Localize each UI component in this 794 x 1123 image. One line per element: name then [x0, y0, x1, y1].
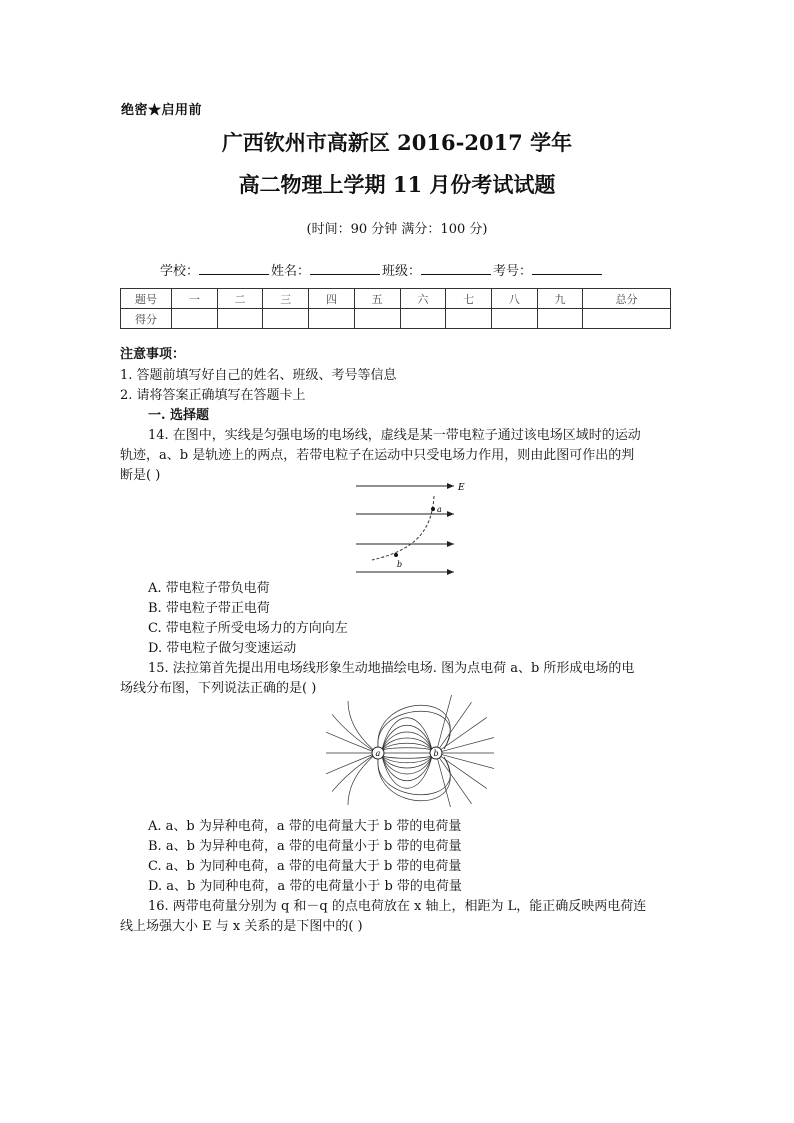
q14-text-line1: 14. 在图中，实线是匀强电场的电场线，虚线是某一带电粒子通过该电场区域时的运动 — [148, 428, 641, 443]
field-lines-group — [326, 695, 494, 807]
field-line — [382, 756, 432, 763]
q15-text-line1: 15. 法拉第首先提出用电场线形象生动地描绘电场. 图为点电荷 a、b 所形成电场的电 — [148, 661, 635, 676]
q16-text-line2: 线上场强大小 E 与 x 关系的是下图中的( ) — [120, 919, 363, 934]
score-col: 八 — [491, 289, 537, 309]
q14-text-line3: 断是( ) — [120, 468, 161, 483]
label-b: b — [433, 749, 439, 758]
q15-option-d[interactable]: D. a、b 为同种电荷，a 带的电荷量小于 b 带的电荷量 — [148, 879, 462, 894]
q14-figure — [350, 478, 470, 578]
score-col: 五 — [354, 289, 400, 309]
score-cell[interactable] — [217, 309, 263, 329]
note-item: 2. 请将答案正确填写在答题卡上 — [120, 388, 306, 403]
q14-option-a[interactable]: A. 带电粒子带负电荷 — [148, 581, 270, 596]
exam-no-label: 考号： — [493, 264, 533, 279]
field-line — [326, 731, 373, 752]
school-blank[interactable] — [199, 262, 269, 275]
particle-trajectory — [372, 496, 434, 560]
score-row-label: 得分 — [121, 309, 172, 329]
q14-text-line2: 轨迹，a、b 是轨迹上的两点，若带电粒子在运动中只受电场力作用，则由此图可作出的判 — [120, 448, 635, 463]
name-blank[interactable] — [310, 262, 380, 275]
exam-time-info: (时间：90 分钟 满分：100 分) — [306, 222, 488, 237]
confidential-mark: 绝密★启用前 — [121, 103, 203, 118]
q15-figure — [326, 695, 494, 807]
exam-title-line2: 高二物理上学期 11 月份考试试题 — [238, 172, 556, 197]
point-b — [394, 553, 398, 557]
student-info-line — [160, 260, 604, 279]
note-item: 1. 答题前填写好自己的姓名、班级、考号等信息 — [120, 368, 397, 383]
name-label: 姓名： — [271, 264, 311, 279]
section-title: 一. 选择题 — [148, 408, 210, 423]
score-table-label: 题号 — [121, 289, 172, 309]
field-line — [382, 756, 432, 758]
field-line — [382, 725, 432, 750]
q14-option-d[interactable]: D. 带电粒子做匀变速运动 — [148, 641, 297, 656]
field-line — [382, 748, 432, 750]
school-label: 学校： — [160, 264, 200, 279]
field-line — [439, 757, 472, 804]
score-cell[interactable] — [309, 309, 355, 329]
score-col: 四 — [309, 289, 355, 309]
field-line — [348, 701, 373, 749]
class-label: 班级： — [382, 264, 422, 279]
point-a — [431, 507, 435, 511]
score-col: 七 — [446, 289, 492, 309]
q16-text-line1: 16. 两带电荷量分别为 q 和－q 的点电荷放在 x 轴上，相距为 L，能正确反映两电荷连 — [148, 899, 647, 914]
field-line — [332, 756, 373, 792]
score-col: 九 — [537, 289, 583, 309]
field-line — [382, 738, 432, 750]
field-line — [439, 702, 472, 749]
field-line — [348, 756, 373, 804]
score-table-header-row — [121, 289, 671, 309]
score-table — [120, 288, 671, 329]
score-cell[interactable] — [400, 309, 446, 329]
score-cell[interactable] — [172, 309, 218, 329]
exam-no-blank[interactable] — [532, 262, 602, 275]
label-a: a — [437, 505, 442, 514]
score-col: 六 — [400, 289, 446, 309]
notes-title: 注意事项： — [120, 347, 186, 362]
score-col: 三 — [263, 289, 309, 309]
q15-option-b[interactable]: B. a、b 为异种电荷，a 带的电荷量小于 b 带的电荷量 — [148, 839, 462, 854]
score-col: 二 — [217, 289, 263, 309]
field-line — [382, 756, 432, 768]
exam-title-line1: 广西钦州市高新区 2016-2017 学年 — [221, 130, 573, 155]
class-blank[interactable] — [421, 262, 491, 275]
score-cell[interactable] — [583, 309, 671, 329]
q15-option-a[interactable]: A. a、b 为异种电荷，a 带的电荷量大于 b 带的电荷量 — [148, 819, 462, 834]
q15-text-line2: 场线分布图，下列说法正确的是( ) — [120, 681, 317, 696]
field-line — [382, 756, 432, 788]
q14-option-c[interactable]: C. 带电粒子所受电场力的方向向左 — [148, 621, 348, 636]
label-a: a — [375, 749, 381, 758]
score-cell[interactable] — [491, 309, 537, 329]
field-line — [382, 756, 432, 781]
score-table-score-row — [121, 309, 671, 329]
q15-option-c[interactable]: C. a、b 为同种电荷，a 带的电荷量大于 b 带的电荷量 — [148, 859, 462, 874]
field-line — [332, 714, 373, 750]
field-line — [382, 743, 432, 750]
field-line — [440, 756, 487, 789]
field-line — [382, 718, 432, 750]
score-cell[interactable] — [446, 309, 492, 329]
field-line — [326, 754, 373, 775]
score-col: 一 — [172, 289, 218, 309]
score-cell[interactable] — [263, 309, 309, 329]
score-cell[interactable] — [354, 309, 400, 329]
score-cell[interactable] — [537, 309, 583, 329]
label-b: b — [397, 560, 403, 569]
score-col: 总分 — [583, 289, 671, 309]
label-e: E — [458, 483, 465, 493]
q14-option-b[interactable]: B. 带电粒子带正电荷 — [148, 601, 270, 616]
field-line — [440, 717, 487, 750]
